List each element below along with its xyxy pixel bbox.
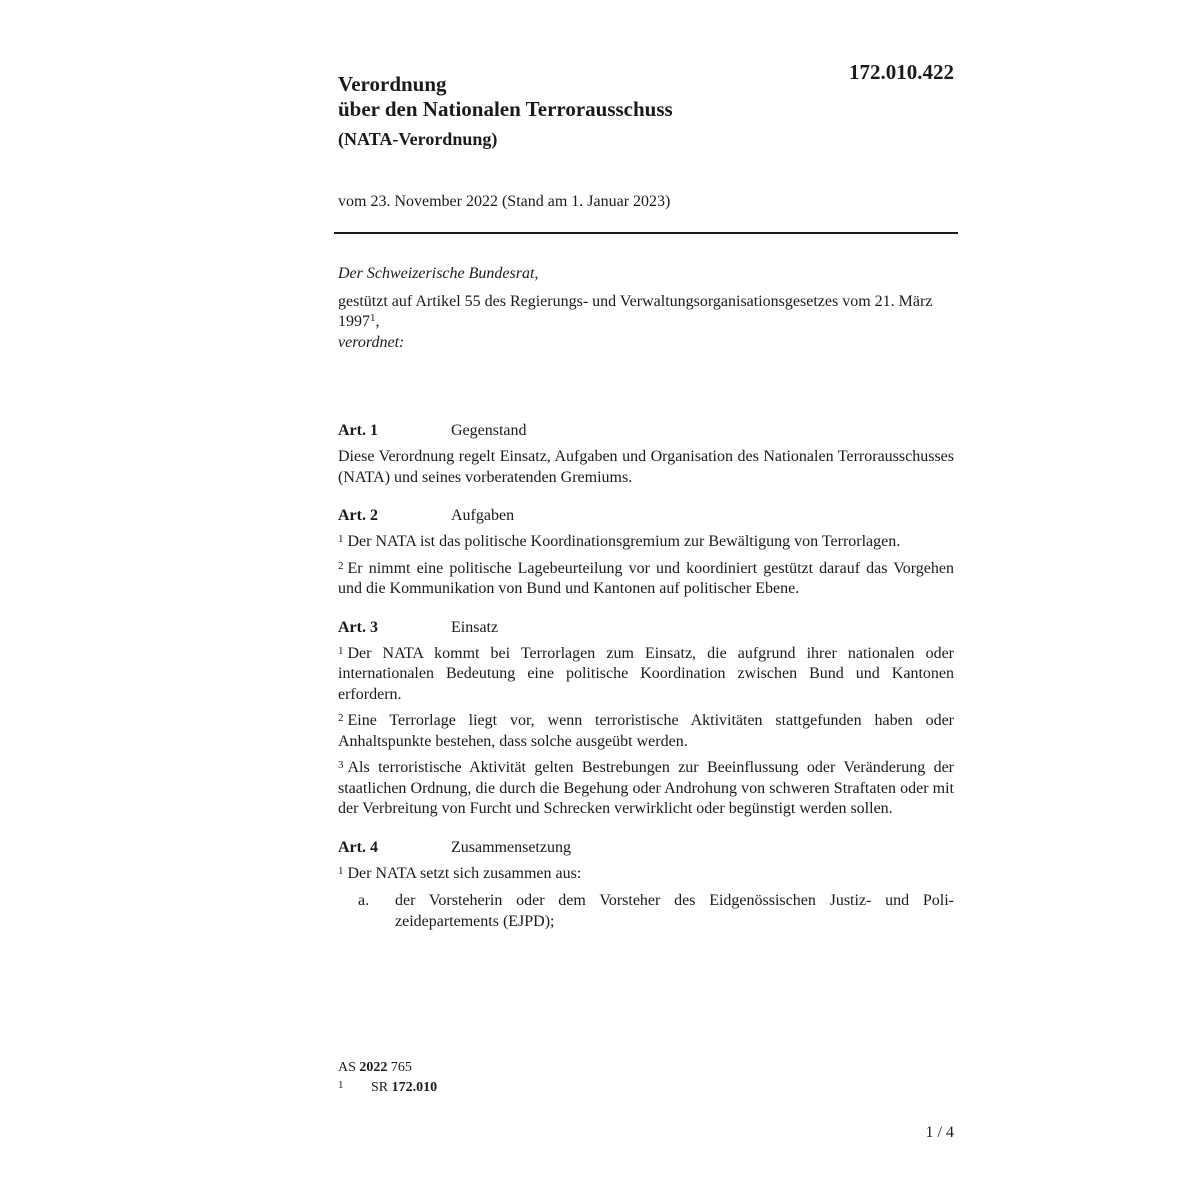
paragraph-text: Eine Terrorlage liegt vor, wenn terroristische Aktivitäten stattgefunden haben oder Anhaltspunkte bestehen, dass solche ausgeübt werden.	[338, 712, 954, 750]
paragraph-text: Der NATA setzt sich zusammen aus:	[347, 864, 582, 882]
article-4	[338, 838, 954, 933]
preamble-basis	[338, 292, 954, 333]
preamble-issuer: Der Schweizerische Bundesrat,	[338, 265, 539, 282]
footnote-text	[371, 1078, 437, 1098]
preamble	[338, 264, 954, 353]
document-title	[338, 72, 838, 122]
article-paragraph	[338, 644, 954, 706]
document-subtitle: (NATA-Verordnung)	[338, 129, 498, 149]
article-title: Einsatz	[451, 618, 499, 636]
as-year: 2022	[359, 1060, 388, 1075]
footnote-ref-1[interactable]: 1	[370, 312, 376, 324]
footnotes	[338, 1058, 638, 1098]
footnote-number: 1	[338, 1079, 344, 1091]
paragraph-text: Der NATA ist das politische Koordinationsgremium zur Bewältigung von Terrorlagen.	[347, 533, 901, 550]
article-paragraph	[338, 711, 954, 752]
as-prefix: AS	[338, 1060, 356, 1075]
footnote-1	[338, 1078, 638, 1098]
article-number: Art. 4	[338, 838, 378, 856]
article-1	[338, 421, 954, 488]
article-heading	[338, 838, 954, 858]
paragraph-text: Der NATA kommt bei Terrorlagen zum Einsatz, die aufgrund ihrer nationalen oder internationalen Bedeutung eine politische Koordination zwischen Bund und Kantonen erfordern.	[338, 644, 954, 703]
article-paragraph	[338, 864, 954, 885]
footnote-sr-ref[interactable]: 172.010	[391, 1080, 438, 1095]
article-title: Aufgaben	[451, 507, 515, 524]
article-title: Gegenstand	[451, 422, 527, 439]
as-page: 765	[390, 1060, 412, 1075]
article-paragraph	[338, 447, 954, 488]
title-line-1: Verordnung	[338, 72, 447, 96]
paragraph-number: 3	[338, 759, 344, 771]
article-title: Zusammensetzung	[451, 838, 571, 856]
sr-number: 172.010.422	[849, 60, 954, 84]
footnote-prefix: SR	[371, 1080, 389, 1095]
article-heading	[338, 618, 954, 638]
article-paragraph	[338, 758, 954, 820]
list-text: der Vorsteherin oder dem Vorsteher des Eidgenössischen Justiz- und Polizeidepartements (EJPD);	[395, 892, 954, 930]
article-heading	[338, 421, 954, 441]
list-letter: a.	[358, 892, 370, 909]
article-number: Art. 2	[338, 507, 378, 524]
paragraph-text: Er nimmt eine politische Lagebeurteilung vor und koordiniert gestützt darauf das Vorgehen und die Kommunikation von Bund und Kantonen auf politischer Ebene.	[338, 559, 954, 597]
article-number: Art. 1	[338, 422, 378, 439]
article-paragraph	[338, 532, 954, 553]
article-paragraph	[338, 559, 954, 600]
article-heading	[338, 506, 954, 526]
article-3	[338, 618, 954, 820]
preamble-basis-text: gestützt auf Artikel 55 des Regierungs- und Verwaltungsorganisationsgesetzes vom 21. März 1997	[338, 292, 933, 330]
header-divider	[334, 232, 958, 234]
paragraph-number: 1	[338, 864, 344, 877]
paragraph-text: Als terroristische Aktivität gelten Bestrebungen zur Beeinflussung oder Veränderung der staatlichen Ordnung, die durch die Begehung oder Androhung von schweren Straftaten oder mit der Verbreitung von Furcht und Schrecken verwirklicht oder begünstigt werden sollen.	[338, 759, 954, 817]
article-2	[338, 506, 954, 600]
preamble-basis-end: ,	[375, 313, 380, 330]
paragraph-number: 2	[338, 559, 344, 572]
list-item	[358, 891, 954, 932]
articles	[338, 421, 954, 932]
paragraph-number: 1	[338, 533, 344, 545]
title-line-2: über den Nationalen Terrorausschuss	[338, 97, 673, 121]
page-number: 1 / 4	[925, 1124, 954, 1141]
preamble-verordnet: verordnet:	[338, 333, 405, 351]
paragraph-number: 2	[338, 712, 344, 724]
paragraph-text: Diese Verordnung regelt Einsatz, Aufgaben und Organisation des Nationalen Terrorausschusses (NATA) und seines vorberatenden Gremiums.	[338, 448, 954, 486]
article-number: Art. 3	[338, 618, 378, 636]
footnote-as	[338, 1058, 638, 1078]
date-line: vom 23. November 2022 (Stand am 1. Januar 2023)	[338, 193, 671, 210]
paragraph-number: 1	[338, 644, 344, 657]
